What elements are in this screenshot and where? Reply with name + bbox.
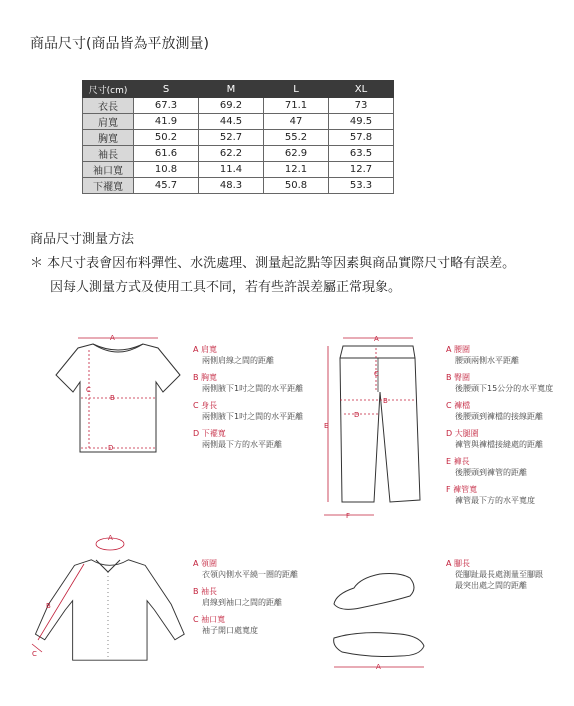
table-cell: 50.8 [264,178,329,194]
mark-b: B [383,397,388,405]
table-cell: 71.1 [264,98,329,114]
mark-a: A [376,663,381,671]
table-cell: 49.5 [329,114,394,130]
shirt-legend [193,558,298,642]
table-cell: 10.8 [134,162,199,178]
legend-item [446,344,553,366]
legend-item [193,428,303,450]
table-row [83,114,394,130]
legend-desc: 兩側腋下1吋之間的水平距離 [202,412,304,421]
legend-item [193,558,298,580]
mark-b: B [46,602,51,610]
legend-title: F 褲管寬 [446,485,478,494]
table-cell: 55.2 [264,130,329,146]
legend-title: C 褲檔 [446,401,471,410]
mark-c: C [374,370,379,378]
table-cell: 48.3 [199,178,264,194]
row-label: 胸寬 [83,130,134,146]
legend-desc: 兩側肩線之間的距離 [202,356,274,365]
legend-desc: 兩側腋下1吋之間的水平距離 [202,384,304,393]
table-cell: 12.1 [264,162,329,178]
size-table-corner: 尺寸(cm) [83,81,134,98]
legend-item [446,484,553,506]
mark-a: A [110,334,115,342]
mark-f: F [346,512,351,520]
table-row [83,146,394,162]
table-row [83,98,394,114]
legend-title: B 袖長 [193,587,218,596]
legend-desc: 褲管最下方的水平寬度 [455,496,535,505]
table-row [83,162,394,178]
tshirt-legend [193,344,303,456]
legend-item [446,428,553,450]
legend-title: A 腳長 [446,559,471,568]
tshirt-illustration [48,330,188,460]
legend-item [446,400,553,422]
table-cell: 44.5 [199,114,264,130]
method-note-2: 因每人測量方式及使用工具不同，若有些許誤差屬正常現象。 [50,280,402,295]
size-header: S [134,81,199,98]
legend-title: E 褲長 [446,457,470,466]
page-title: 商品尺寸(商品皆為平放測量) [30,36,209,52]
legend-desc: 兩側最下方的水平距離 [202,440,282,449]
table-cell: 61.6 [134,146,199,162]
table-cell: 69.2 [199,98,264,114]
table-cell: 67.3 [134,98,199,114]
table-cell: 62.2 [199,146,264,162]
legend-desc: 褲管與褲檔接縫處的距離 [455,440,543,449]
table-cell: 12.7 [329,162,394,178]
row-label: 肩寬 [83,114,134,130]
legend-desc: 後腰頭到褲管的距離 [455,468,527,477]
legend-title: C 袖口寬 [193,615,226,624]
pants-illustration [318,330,428,520]
legend-title: B 胸寬 [193,373,218,382]
legend-item [446,372,553,394]
mark-a: A [374,335,379,343]
size-header: L [264,81,329,98]
table-row [83,178,394,194]
legend-item [446,558,543,591]
table-cell: 11.4 [199,162,264,178]
legend-title: D 下襬寬 [193,429,226,438]
legend-title: D 大腿圍 [446,429,479,438]
legend-title: B 臀圍 [446,373,471,382]
legend-title: A 領圍 [193,559,218,568]
row-label: 衣長 [83,98,134,114]
mark-d: D [108,444,114,452]
shirt-illustration [28,530,188,680]
row-label: 袖口寬 [83,162,134,178]
legend-title: A 腰圍 [446,345,471,354]
table-cell: 50.2 [134,130,199,146]
legend-title: C 身長 [193,401,218,410]
mark-a: A [108,534,113,542]
table-cell: 52.7 [199,130,264,146]
mark-d: D [354,411,360,419]
row-label: 袖長 [83,146,134,162]
size-header: M [199,81,264,98]
table-cell: 53.3 [329,178,394,194]
row-label: 下襬寬 [83,178,134,194]
legend-desc: 後腰頭到褲檔的接線距離 [455,412,543,421]
table-cell: 57.8 [329,130,394,146]
table-cell: 41.9 [134,114,199,130]
legend-desc: 從腳趾最長處測量至腳跟 [455,570,543,579]
table-cell: 47 [264,114,329,130]
legend-desc: 腰頭兩側水平距離 [455,356,519,365]
size-table [82,80,394,194]
legend-item [446,456,553,478]
method-title: 商品尺寸測量方法 [30,232,135,247]
table-cell: 73 [329,98,394,114]
table-cell: 62.9 [264,146,329,162]
table-cell: 45.7 [134,178,199,194]
legend-item [193,372,303,394]
legend-desc: 後腰頭下15公分的水平寬度 [455,384,554,393]
foot-legend [446,558,543,597]
legend-desc: 衣領內側水平繞一圈的距離 [202,570,298,579]
mark-e: E [324,422,329,430]
mark-b: B [110,394,115,402]
mark-c: C [32,650,37,658]
pants-legend [446,344,553,512]
legend-item [193,400,303,422]
method-note-1: ＊ 本尺寸表會因布料彈性、水洗處理、測量起訖點等因素與商品實際尺寸略有誤差。 [30,256,516,271]
legend-desc: 最突出處之間的距離 [455,581,527,590]
mark-c: C [86,386,91,394]
table-row [83,130,394,146]
legend-item [193,614,298,636]
legend-item [193,586,298,608]
table-cell: 63.5 [329,146,394,162]
size-header-row [83,81,394,98]
legend-desc: 肩線到袖口之間的距離 [202,598,282,607]
legend-item [193,344,303,366]
legend-desc: 袖子開口處寬度 [202,626,258,635]
foot-illustration [330,568,430,678]
size-header: XL [329,81,394,98]
legend-title: A 肩寬 [193,345,218,354]
